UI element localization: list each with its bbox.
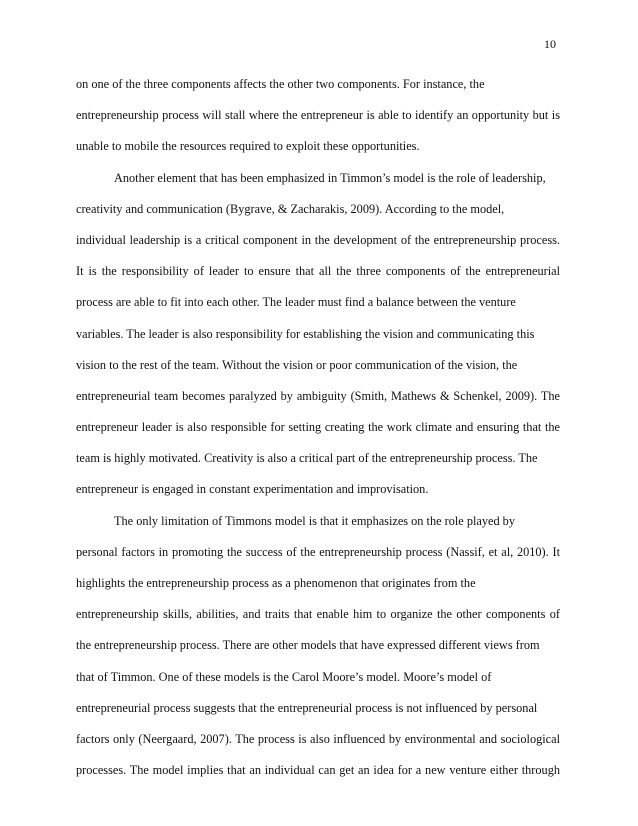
text-line: entrepreneurship skills, abilities, and traits that enable him to organize the other components of	[76, 607, 560, 622]
text-line: process are able to fit into each other. The leader must find a balance between the venture	[76, 295, 516, 310]
text-line: Another element that has been emphasized in Timmon’s model is the role of leadership,	[114, 170, 546, 185]
text-line: highlights the entrepreneurship process as a phenomenon that originates from the	[76, 576, 476, 590]
text-line: creativity and communication (Bygrave, & Zacharakis, 2009). According to the model,	[76, 201, 505, 216]
text-line: factors only (Neergaard, 2007). The process is also influenced by environmental and sociological	[76, 731, 560, 746]
text-line: unable to mobile the resources required to exploit these opportunities.	[76, 139, 420, 154]
text-line: entrepreneurial team becomes paralyzed by ambiguity (Smith, Mathews & Schenkel, 2009). The	[76, 388, 560, 403]
text-line: that of Timmon. One of these models is the Carol Moore’s model. Moore’s model of	[76, 669, 492, 684]
text-line: the entrepreneurship process. There are other models that have expressed different views from	[76, 638, 540, 653]
text-line: The only limitation of Timmons model is that it emphasizes on the role played by	[114, 513, 515, 528]
text-line: entrepreneur leader is also responsible for setting creating the work climate and ensuring that the	[76, 420, 560, 435]
text-line: entrepreneur is engaged in constant experimentation and improvisation.	[76, 482, 429, 497]
page-number: 10	[544, 37, 556, 51]
text-line: individual leadership is a critical component in the development of the entrepreneurship process.	[76, 232, 560, 247]
text-line: vision to the rest of the team. Without the vision or poor communication of the vision, the	[76, 357, 518, 372]
text-line: personal factors in promoting the success of the entrepreneurship process (Nassif, et al, 2010). It	[76, 544, 560, 559]
text-line: entrepreneurship process will stall where the entrepreneur is able to identify an opportunity but is	[76, 108, 560, 123]
body-text	[76, 69, 560, 786]
text-line: It is the responsibility of leader to ensure that all the three components of the entrepreneurial	[76, 264, 560, 279]
text-line: variables. The leader is also responsibility for establishing the vision and communicating this	[76, 326, 535, 341]
text-line: on one of the three components affects the other two components. For instance, the	[76, 77, 485, 91]
text-line: processes. The model implies that an individual can get an idea for a new venture either through	[76, 763, 560, 778]
text-line: team is highly motivated. Creativity is also a critical part of the entrepreneurship process. The	[76, 451, 538, 466]
text-line: entrepreneurial process suggests that the entrepreneurial process is not influenced by personal	[76, 700, 538, 715]
